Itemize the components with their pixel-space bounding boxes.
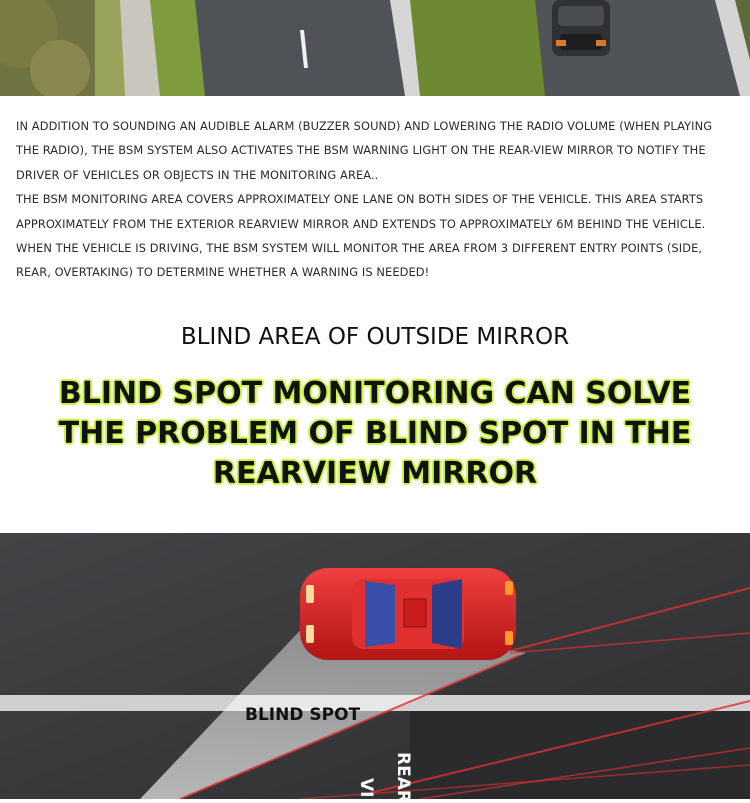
headline-line-2: THE PROBLEM OF BLIND SPOT IN THE: [58, 416, 692, 451]
section-subheading: BLIND AREA OF OUTSIDE MIRROR: [180, 324, 570, 350]
headline-line-3: REARVIEW MIRROR: [212, 456, 538, 491]
vertical-label-view: VI: [356, 778, 376, 798]
description-paragraph-2: THE BSM MONITORING AREA COVERS APPROXIMATELY ONE LANE ON BOTH SIDES OF THE VEHICLE. THIS AREA STARTS APPROXIMATELY FROM THE EXTERIOR REARVIEW MIRROR AND EXTENDS TO APPROXIMATELY 6M BEHIND THE VEHICLE. WHEN THE VEHICLE IS DRIVING, THE BSM SYSTEM WILL MONITOR THE AREA FROM 3 DIFFERENT ENTRY POINTS (SIDE, REAR, OVERTAKING) TO DETERMINE WHETHER A WARNING IS NEEDED!: [16, 192, 706, 280]
road-photo: [0, 0, 750, 96]
car-icon: [300, 568, 516, 660]
blind-spot-label: BLIND SPOT: [245, 705, 361, 725]
blind-spot-diagram: [0, 533, 750, 799]
blind-spot-diagram-icon: [0, 533, 750, 799]
vertical-label-rear: REAR: [393, 752, 413, 803]
headline-line-1: BLIND SPOT MONITORING CAN SOLVE: [58, 376, 692, 411]
description-paragraph-1: IN ADDITION TO SOUNDING AN AUDIBLE ALARM (BUZZER SOUND) AND LOWERING THE RADIO VOLUME (WHEN PLAYING THE RADIO), THE BSM SYSTEM ALSO ACTIVATES THE BSM WARNING LIGHT ON THE REAR-VIEW MIRROR TO NOTIFY THE DRIVER OF VEHICLES OR OBJECTS IN THE MONITORING AREA..: [16, 119, 713, 182]
road-photo-icon: [0, 0, 750, 96]
description: [16, 114, 738, 285]
section-headline: [0, 374, 750, 494]
